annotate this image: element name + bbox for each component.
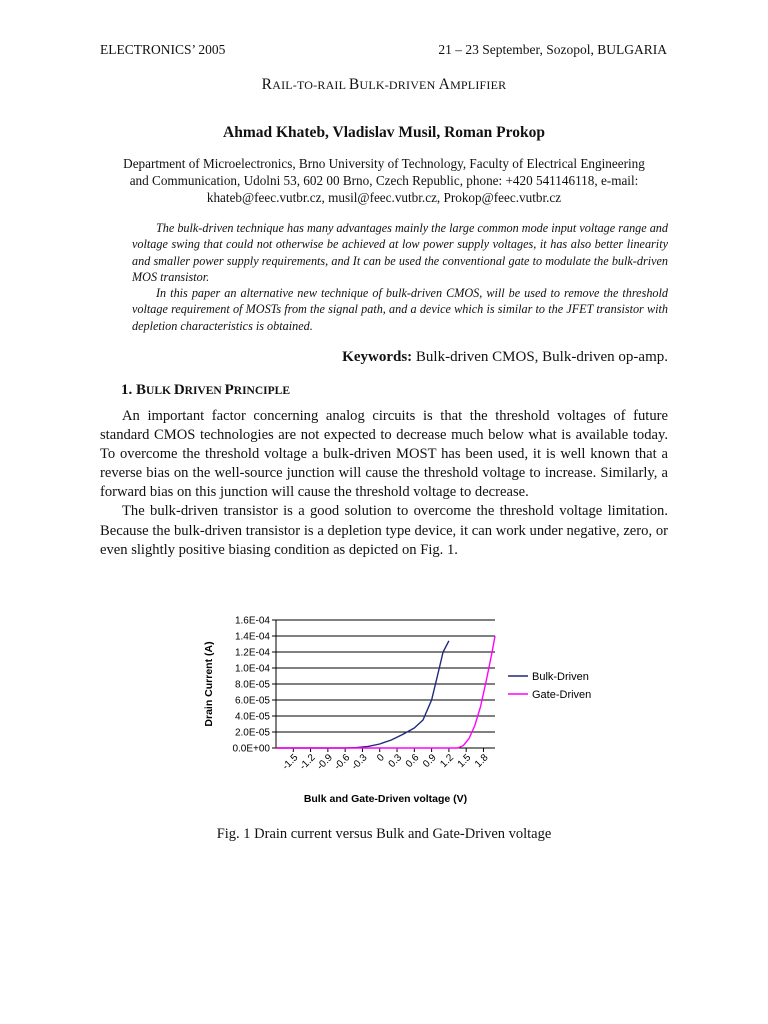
y-tick-label: 1.2E-04 [234, 647, 270, 659]
y-tick-label: 6.0E-05 [234, 695, 270, 707]
title-rest-1: AIL-TO-RAIL [272, 78, 349, 92]
paper-title [0, 76, 768, 94]
title-cap-3: A [438, 76, 451, 93]
section-heading [121, 382, 290, 399]
section-rest-3: RINCIPLE [233, 385, 290, 397]
x-tick-label: 1.5 [455, 752, 474, 770]
keywords-text: Bulk-driven CMOS, Bulk-driven op-amp. [412, 349, 668, 365]
y-tick-label: 1.6E-04 [234, 615, 270, 627]
section-rest-1: ULK [146, 385, 174, 397]
y-tick-label: 4.0E-05 [234, 711, 270, 723]
x-tick-label: 0 [375, 752, 387, 765]
section-cap-3: P [224, 382, 234, 398]
x-tick-label: 1.8 [472, 752, 491, 770]
header-conference: ELECTRONICS’ 2005 [100, 42, 226, 57]
section-cap-2: D [173, 382, 185, 398]
x-tick-label: 0.9 [421, 752, 439, 770]
body-paragraph-1: An important factor concerning analog circuits is that the threshold voltages of future standard CMOS technologies are not expected to decrease much below what is available today. To overcome the threshold voltage a bulk-driven MOST has been used, it is well known that a reverse bias on the well-source junction will cause the threshold voltage to increase. Similarly, a forward bias on this junction will cause the threshold voltage to decrease. [100, 408, 668, 501]
x-tick-label: 1.2 [438, 752, 457, 770]
y-tick-label: 2.0E-05 [234, 727, 270, 739]
keywords-label: Keywords: [342, 349, 413, 365]
abstract-paragraph-2: In this paper an alternative new technique of bulk-driven CMOS, will be used to remove the threshold voltage requirement of MOSTs from the signal path, and a device which is similar to the JFET transistor with depletion characteristics is obtained. [132, 286, 668, 333]
figure-caption: Fig. 1 Drain current versus Bulk and Gate-Driven voltage [216, 826, 552, 842]
affiliation-line-2: and Communication, Udolni 53, 602 00 Brno, Czech Republic, phone: +420 541146118, e-mail: [129, 173, 639, 188]
header-date-location: 21 – 23 September, Sozopol, BULGARIA [438, 42, 667, 57]
series-line-gate-driven [276, 636, 495, 748]
title-rest-2: ULK-DRIVEN [359, 78, 439, 92]
x-axis-title: Bulk and Gate-Driven voltage (V) [303, 793, 468, 805]
x-tick-label: 0.6 [403, 752, 422, 770]
y-tick-label: 0.0E+00 [232, 743, 270, 755]
affiliation-line-3: khateb@feec.vutbr.cz, musil@feec.vutbr.cz, Prokop@feec.vutbr.cz [206, 190, 562, 205]
section-rest-2: RIVEN [184, 385, 225, 397]
drain-current-chart [190, 605, 630, 810]
y-tick-label: 1.4E-04 [234, 631, 270, 643]
title-cap-2: B [348, 76, 360, 93]
legend-label: Gate-Driven [532, 689, 592, 701]
x-tick-label: -1.2 [297, 752, 318, 773]
y-tick-label: 8.0E-05 [234, 679, 270, 691]
affiliation [96, 155, 672, 206]
x-tick-label: -1.5 [280, 752, 301, 773]
y-axis-title: Drain Current (A) [203, 641, 215, 727]
x-tick-label: -0.6 [332, 752, 353, 773]
authors: Ahmad Khateb, Vladislav Musil, Roman Prokop [223, 124, 545, 141]
abstract-paragraph-1: The bulk-driven technique has many advantages mainly the large common mode input voltage range and voltage swing that could not otherwise be achieved at low power supply voltages, it has also better linearity and smaller power supply requirements, and It can be used the conventional gate to modulate the bulk-driven MOS transistor. [132, 221, 668, 284]
section-number: 1. [121, 382, 136, 398]
affiliation-line-1: Department of Microelectronics, Brno University of Technology, Faculty of Electrical Engineering [123, 156, 645, 171]
legend-label: Bulk-Driven [532, 671, 589, 683]
title-rest-3: MPLIFIER [450, 78, 507, 92]
x-tick-label: -0.3 [349, 752, 370, 773]
abstract [132, 220, 668, 334]
body-paragraph-2: The bulk-driven transistor is a good solution to overcome the threshold voltage limitation. Because the bulk-driven transistor is a depletion type device, it can work under negative, zero, or even slightly positive biasing condition as depicted on Fig. 1. [100, 503, 668, 558]
x-tick-label: 0.3 [386, 752, 405, 770]
keywords [342, 349, 668, 366]
x-tick-label: -0.9 [315, 752, 335, 773]
y-tick-label: 1.0E-04 [234, 663, 270, 675]
section-cap-1: B [136, 382, 147, 398]
title-cap-1: R [261, 76, 273, 93]
body-text [100, 407, 668, 560]
